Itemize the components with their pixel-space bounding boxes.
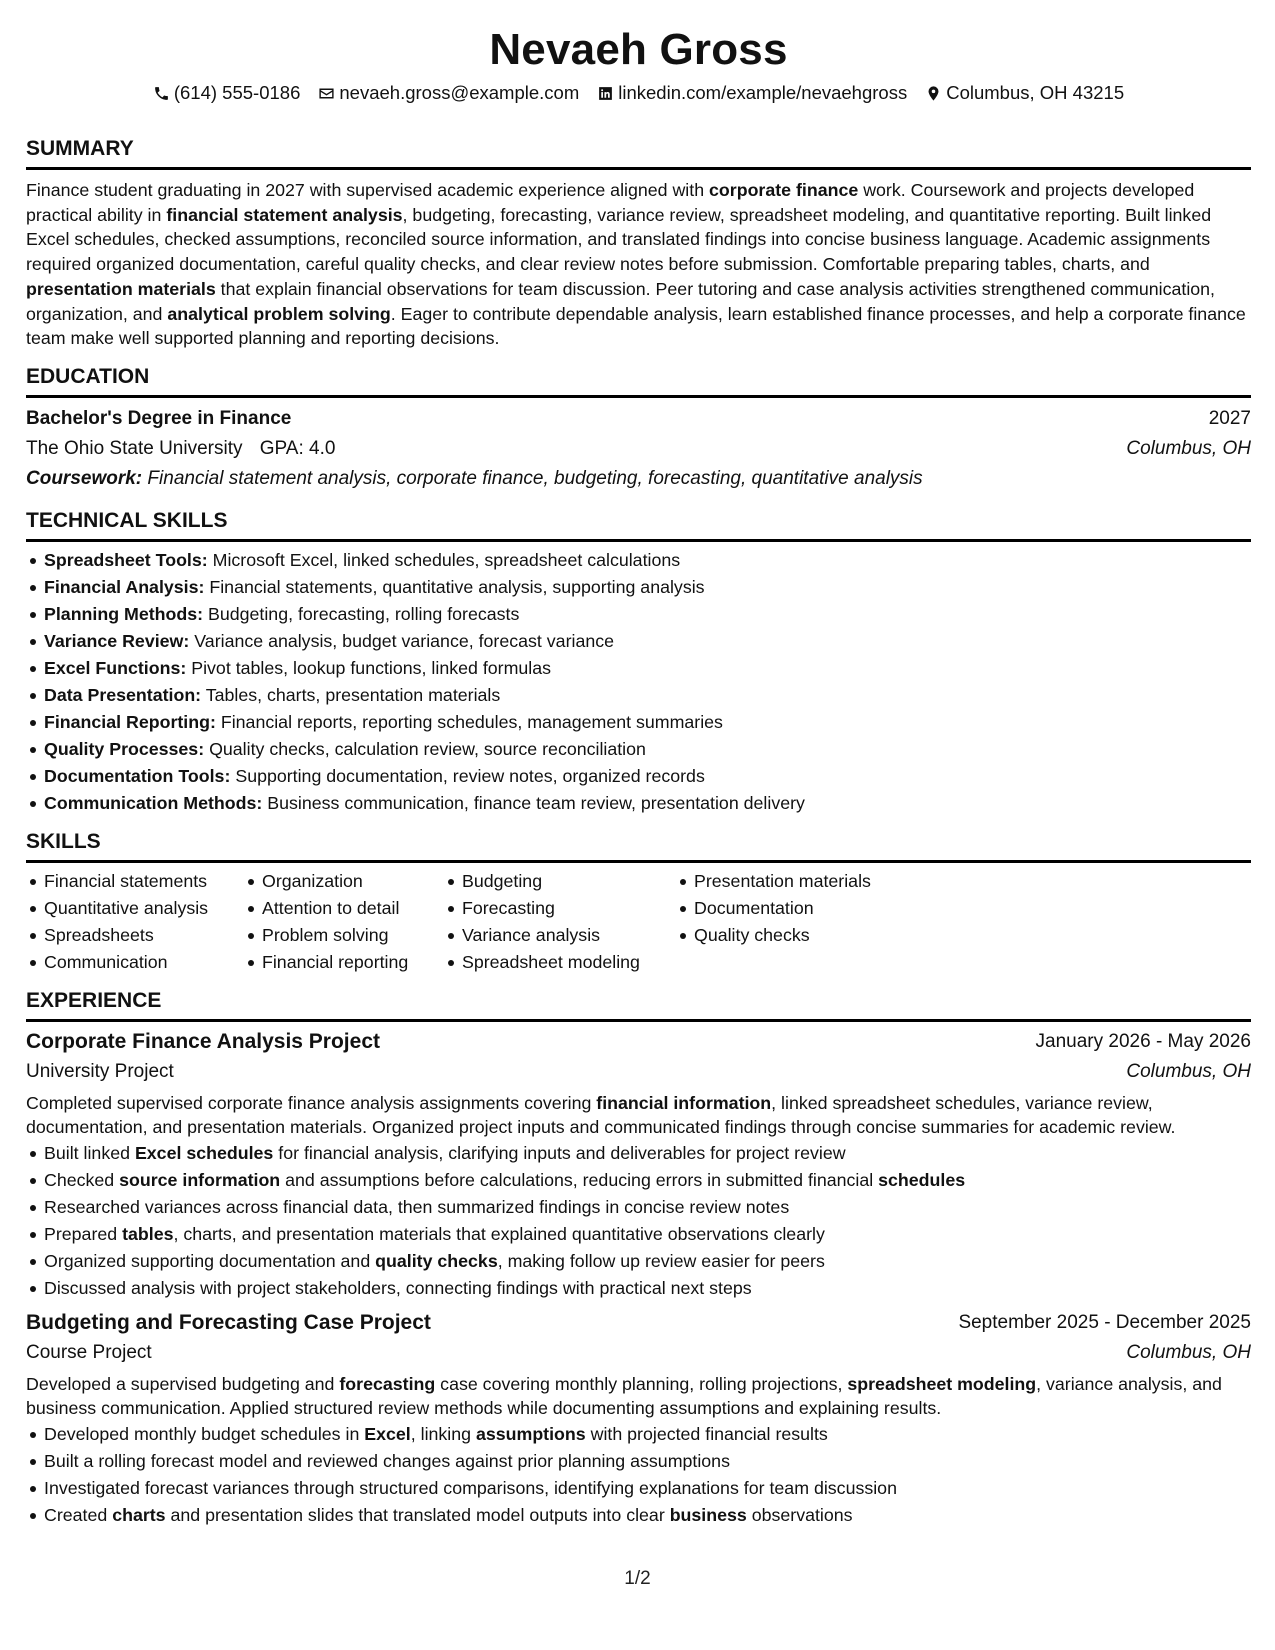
skills-column-2: [244, 868, 444, 976]
list-item: Communication: [44, 949, 244, 976]
candidate-name: Nevaeh Gross: [489, 25, 788, 74]
experience-header: [26, 1027, 1251, 1057]
list-item: Checked source information and assumptions before calculations, reducing errors in submitted financial schedules: [44, 1167, 1251, 1194]
linkedin-text: linkedin.com/example/nevaehgross: [618, 82, 908, 103]
degree-title: Bachelor's Degree in Finance: [26, 407, 292, 429]
list-item: Planning Methods: Budgeting, forecasting, rolling forecasts: [44, 601, 1251, 628]
list-item: Attention to detail: [262, 895, 444, 922]
experience-title: Corporate Finance Analysis Project: [26, 1029, 380, 1053]
list-item: Organization: [262, 868, 444, 895]
phone-icon: [153, 85, 170, 102]
list-item: Financial statements: [44, 868, 244, 895]
experience-org: University Project: [26, 1060, 174, 1082]
list-item: Researched variances across financial data, then summarized findings in concise review notes: [44, 1194, 1251, 1221]
list-item: Built linked Excel schedules for financial analysis, clarifying inputs and deliverables for project review: [44, 1140, 1251, 1167]
skills-section: [26, 830, 1251, 976]
contact-linkedin[interactable]: [597, 80, 907, 106]
list-item: Built a rolling forecast model and reviewed changes against prior planning assumptions: [44, 1448, 1251, 1475]
list-item: Quality checks: [694, 922, 936, 949]
list-item: Financial Reporting: Financial reports, reporting schedules, management summaries: [44, 709, 1251, 736]
contact-location: [925, 80, 1124, 106]
experience-description: Completed supervised corporate finance analysis assignments covering financial information, linked spreadsheet schedules, variance review, documentation, and presentation materials. Organized project inputs and communicated findings through concise summaries for academic review.: [26, 1092, 1176, 1138]
summary-text: Finance student graduating in 2027 with supervised academic experience aligned with corporate finance work. Coursework and projects developed practical ability in financial statement analysis, budgeting, forecasting, variance review, spreadsheet modeling, and quantitative reporting. Built linked Excel schedules, checked assumptions, reconciled source information, and translated findings into concise business language. Academic assignments required organized documentation, careful quality checks, and clear review notes before submission. Comfortable preparing tables, charts, and presentation materials that explain financial observations for team discussion. Peer tutoring and case analysis activities strengthened communication, organization, and analytical problem solving. Eager to contribute dependable analysis, learn established finance processes, and help a corporate finance team make well supported planning and reporting decisions.: [26, 180, 1246, 349]
list-item: Financial Analysis: Financial statements, quantitative analysis, supporting analysis: [44, 574, 1251, 601]
technical-skills-section: [26, 509, 1251, 817]
experience-subheader: [26, 1338, 1251, 1368]
experience-entry: [26, 1027, 1251, 1302]
list-item: Variance Review: Variance analysis, budget variance, forecast variance: [44, 628, 1251, 655]
experience-location: Columbus, OH: [1126, 1341, 1251, 1363]
experience-dates: September 2025 - December 2025: [958, 1311, 1251, 1333]
skills-column-3: [444, 868, 676, 976]
list-item: Communication Methods: Business communication, finance team review, presentation delivery: [44, 790, 1251, 817]
experience-section: [26, 989, 1251, 1529]
resume-page: [26, 0, 1251, 1529]
experience-bullets: [26, 1421, 1251, 1529]
degree-row: [26, 404, 1251, 434]
list-item: Spreadsheet Tools: Microsoft Excel, linked schedules, spreadsheet calculations: [44, 547, 1251, 574]
linkedin-icon: [597, 85, 614, 102]
school-row: [26, 434, 1251, 464]
experience-title: Budgeting and Forecasting Case Project: [26, 1310, 431, 1334]
list-item: Presentation materials: [694, 868, 936, 895]
experience-org: Course Project: [26, 1341, 152, 1363]
school-location: Columbus, OH: [1126, 437, 1251, 459]
list-item: Forecasting: [462, 895, 676, 922]
list-item: Documentation Tools: Supporting documentation, review notes, organized records: [44, 763, 1251, 790]
list-item: Spreadsheets: [44, 922, 244, 949]
skills-grid: [26, 868, 1251, 976]
experience-bullets: [26, 1140, 1251, 1302]
gpa: GPA: 4.0: [259, 437, 336, 459]
location-text: Columbus, OH 43215: [946, 82, 1125, 103]
list-item: Spreadsheet modeling: [462, 949, 676, 976]
list-item: Budgeting: [462, 868, 676, 895]
experience-heading: EXPERIENCE: [26, 989, 1251, 1022]
phone-text: (614) 555-0186: [173, 82, 301, 103]
summary-section: [26, 137, 1251, 351]
contact-phone[interactable]: [153, 80, 301, 106]
coursework-text: Financial statement analysis, corporate finance, budgeting, forecasting, quantitative analysis: [147, 467, 923, 489]
list-item: Quality Processes: Quality checks, calculation review, source reconciliation: [44, 736, 1251, 763]
experience-location: Columbus, OH: [1126, 1060, 1251, 1082]
map-pin-icon: [925, 85, 942, 102]
list-item: Discussed analysis with project stakeholders, connecting findings with practical next steps: [44, 1275, 1251, 1302]
experience-dates: January 2026 - May 2026: [1035, 1030, 1251, 1052]
list-item: Data Presentation: Tables, charts, presentation materials: [44, 682, 1251, 709]
experience-subheader: [26, 1057, 1251, 1087]
experience-header: [26, 1308, 1251, 1338]
experience-description: Developed a supervised budgeting and forecasting case covering monthly planning, rolling projections, spreadsheet modeling, variance analysis, and business communication. Applied structured review methods while documenting assumptions and explaining results.: [26, 1373, 1222, 1419]
list-item: Developed monthly budget schedules in Excel, linking assumptions with projected financial results: [44, 1421, 1251, 1448]
list-item: Organized supporting documentation and quality checks, making follow up review easier for peers: [44, 1248, 1251, 1275]
list-item: Problem solving: [262, 922, 444, 949]
school-name: The Ohio State University: [26, 437, 243, 459]
email-text: nevaeh.gross@example.com: [339, 82, 580, 103]
list-item: Prepared tables, charts, and presentation materials that explained quantitative observations clearly: [44, 1221, 1251, 1248]
contact-bar: [26, 80, 1251, 106]
experience-entry: [26, 1308, 1251, 1529]
education-section: [26, 365, 1251, 494]
list-item: Variance analysis: [462, 922, 676, 949]
contact-email[interactable]: [318, 80, 579, 106]
technical-skills-heading: TECHNICAL SKILLS: [26, 509, 1251, 542]
skills-column-1: [26, 868, 244, 976]
skills-heading: SKILLS: [26, 830, 1251, 863]
education-heading: EDUCATION: [26, 365, 1251, 398]
page-number: 1/2: [624, 1568, 651, 1589]
list-item: Quantitative analysis: [44, 895, 244, 922]
list-item: Investigated forecast variances through structured comparisons, identifying explanations for team discussion: [44, 1475, 1251, 1502]
skills-column-4: [676, 868, 936, 976]
technical-skills-list: [26, 547, 1251, 817]
envelope-icon: [318, 85, 335, 102]
list-item: Financial reporting: [262, 949, 444, 976]
coursework-label: Coursework:: [26, 467, 143, 489]
coursework-row: [26, 464, 1251, 494]
list-item: Created charts and presentation slides that translated model outputs into clear business observations: [44, 1502, 1251, 1529]
list-item: Excel Functions: Pivot tables, lookup functions, linked formulas: [44, 655, 1251, 682]
summary-heading: SUMMARY: [26, 137, 1251, 170]
graduation-year: 2027: [1208, 407, 1251, 429]
list-item: Documentation: [694, 895, 936, 922]
